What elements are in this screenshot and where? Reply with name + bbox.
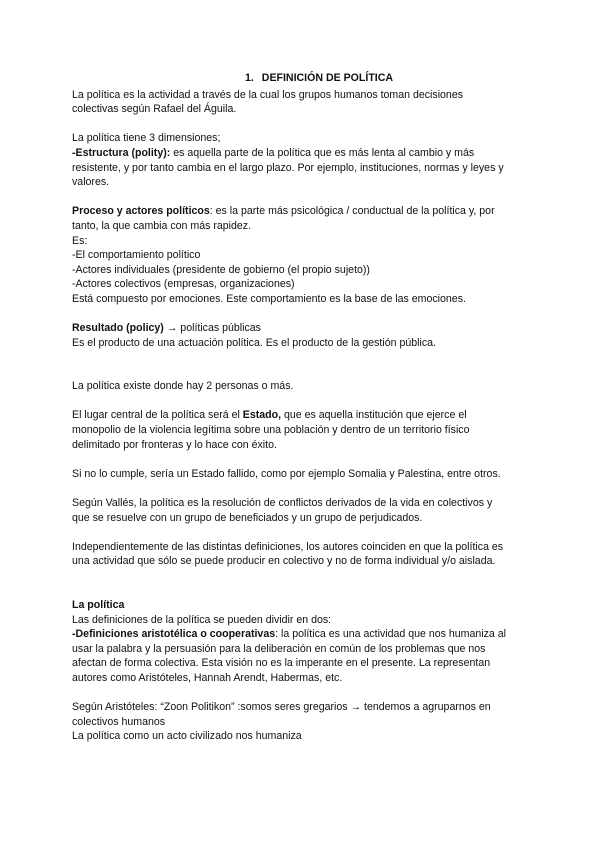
intro-line-1: La política es la actividad a través de la cual los grupos humanos toman decisiones [72, 88, 464, 101]
estructura-text-1: es aquella parte de la política que es más lenta al cambio y más [170, 146, 475, 159]
independiente-line-1: Independientemente de las distintas definiciones, los autores coinciden en que la política es [72, 540, 504, 553]
proceso-line-6: -Actores colectivos (empresas, organizaciones) [72, 278, 295, 291]
resultado-line-1 [72, 321, 540, 336]
estado-line-2: monopolio de la violencia legítima sobre una población y dentro de un territorio físico [72, 424, 470, 437]
fallido-line: Si no lo cumple, sería un Estado fallido, como por ejemplo Somalia y Palestina, entre otros. [72, 467, 501, 480]
section-number: 1. [244, 72, 254, 84]
aristoteles-line-3: La política como un acto civilizado nos humaniza [72, 730, 302, 743]
dimensions-heading: La política tiene 3 dimensiones; [72, 132, 221, 145]
aristoteles-line-2: colectivos humanos [72, 715, 166, 728]
intro-line-2: colectivas según Rafael del Águila. [72, 103, 237, 116]
estructura-line-2: resistente, y por tanto cambia en el largo plazo. Por ejemplo, instituciones, normas y leyes y [72, 161, 504, 174]
estado-line-1 [72, 408, 540, 423]
la-politica-heading-text: La política [72, 599, 125, 611]
valles-line-2: que se resuelve con un grupo de beneficiados y un grupo de perjudicados. [72, 511, 423, 524]
estado-pre: El lugar central de la política será el [72, 409, 243, 422]
estructura-line-3: valores. [72, 176, 110, 189]
la-politica-line-1: Las definiciones de la política se pueden dividir en dos: [72, 613, 332, 626]
definiciones-label: -Definiciones aristotélica o cooperativas [72, 628, 276, 641]
la-politica-heading [72, 598, 540, 613]
section-title [72, 71, 540, 86]
estado-post: que es aquella institución que ejerce el [281, 409, 467, 422]
definiciones-line-3: afectan de forma colectiva. Esta visión no es la imperante en el presente. La representan [72, 657, 491, 670]
proceso-line-2: tanto, la que cambia con más rapidez. [72, 219, 252, 232]
independiente-line-2: una actividad que sólo se puede producir en colectivo y no de forma individual y/o aislada. [72, 555, 496, 568]
definiciones-line-2: usar la palabra y la persuasión para la deliberación en común de los problemas que nos [72, 642, 486, 655]
existe-line: La política existe donde hay 2 personas o más. [72, 380, 294, 393]
proceso-line-7: Está compuesto por emociones. Este comportamiento es la base de las emociones. [72, 292, 466, 305]
proceso-line-4: -El comportamiento político [72, 249, 201, 262]
resultado-line-2: Es el producto de una actuación política. Es el producto de la gestión pública. [72, 336, 436, 349]
valles-line-1: Según Vallés, la política es la resolución de conflictos derivados de la vida en colectivos y [72, 497, 493, 510]
proceso-label: Proceso y actores políticos [72, 205, 210, 218]
proceso-line-3: Es: [72, 234, 88, 247]
proceso-line-1 [72, 204, 540, 219]
resultado-rest: → políticas públicas [163, 322, 261, 335]
definiciones-line-4: autores como Aristóteles, Hannah Arendt, Habermas, etc. [72, 671, 343, 684]
definiciones-line-1 [72, 627, 540, 642]
proceso-text-1: : es la parte más psicológica / conductual de la política y, por [209, 205, 495, 218]
aristoteles-line-1: Según Aristóteles: “Zoon Politikon” :somos seres gregarios → tendemos a agruparnos en [72, 701, 491, 714]
estructura-line-1 [72, 146, 540, 161]
section-title-text: DEFINICIÓN DE POLÍTICA [261, 72, 394, 84]
definiciones-text-1: : la política es una actividad que nos humaniza al [275, 628, 506, 641]
resultado-label: Resultado (policy) [72, 322, 164, 335]
estado-bold: Estado, [242, 409, 282, 422]
estructura-label: -Estructura (polity): [72, 146, 171, 159]
estado-line-3: delimitado por fronteras y lo hace con éxito. [72, 438, 277, 451]
proceso-line-5: -Actores individuales (presidente de gobierno (el propio sujeto)) [72, 263, 370, 276]
